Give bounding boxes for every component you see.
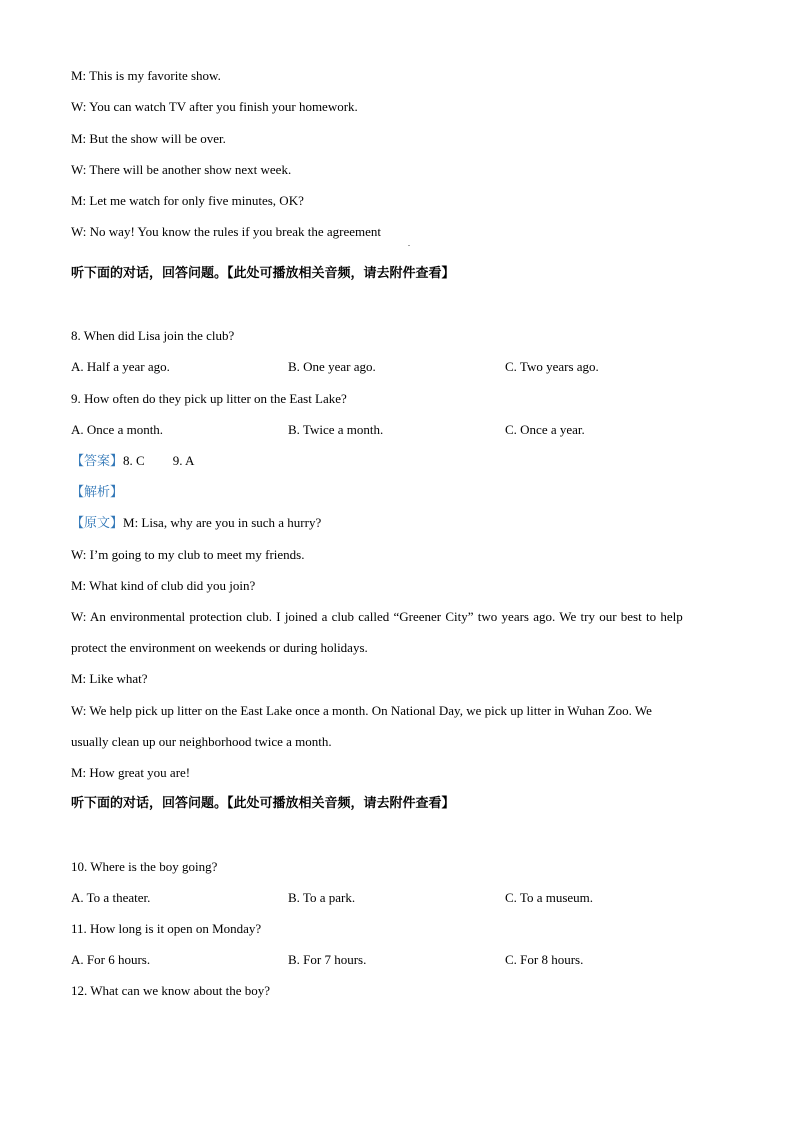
question-8: 8. When did Lisa join the club? [71, 328, 235, 343]
transcript-line: W: An environmental protection club. I joined a club called “Greener City” two years ago. We try our best to help [71, 609, 683, 624]
option-a: A. For 6 hours. [71, 952, 151, 967]
question-11-options [0, 951, 794, 969]
option-b: B. For 7 hours. [288, 952, 367, 967]
transcript-line: usually clean up our neighborhood twice a month. [71, 734, 332, 749]
dialogue-line: W: There will be another show next week. [71, 162, 292, 177]
trailing-mark: . [408, 239, 410, 248]
option-b: B. To a park. [288, 890, 356, 905]
transcript-line: M: Lisa, why are you in such a hurry? [123, 515, 322, 530]
option-a: A. Half a year ago. [71, 359, 170, 374]
original-tag: 【原文】 [71, 516, 124, 531]
listening-instruction: 听下面的对话，回答问题。【此处可播放相关音频，请去附件查看】 [71, 266, 455, 281]
option-c: C. Two years ago. [505, 359, 599, 374]
dialogue-line: M: Let me watch for only five minutes, OK? [71, 193, 304, 208]
dialogue-line: W: You can watch TV after you finish your homework. [71, 99, 358, 114]
transcript-line: M: Like what? [71, 671, 148, 686]
transcript-line: M: How great you are! [71, 765, 191, 780]
question-10-options [0, 889, 794, 907]
option-b: B. Twice a month. [288, 422, 384, 437]
dialogue-line: M: This is my favorite show. [71, 68, 221, 83]
option-c: C. Once a year. [505, 422, 585, 437]
question-9: 9. How often do they pick up litter on the East Lake? [71, 391, 347, 406]
question-10: 10. Where is the boy going? [71, 859, 218, 874]
original-line [71, 514, 321, 533]
answer-line [71, 452, 194, 471]
question-12: 12. What can we know about the boy? [71, 983, 271, 998]
dialogue-line: W: No way! You know the rules if you break the agreement [71, 224, 381, 239]
option-a: A. Once a month. [71, 422, 164, 437]
question-8-options [0, 358, 794, 376]
option-a: A. To a theater. [71, 890, 151, 905]
transcript-line: M: What kind of club did you join? [71, 578, 256, 593]
option-b: B. One year ago. [288, 359, 376, 374]
dialogue-line: M: But the show will be over. [71, 131, 226, 146]
transcript-line: W: We help pick up litter on the East Lake once a month. On National Day, we pick up litter in Wuhan Zoo. We [71, 703, 652, 718]
answer-8: 8. C [123, 453, 145, 468]
analysis-line [71, 483, 123, 502]
answer-tag: 【答案】 [71, 454, 124, 469]
question-9-options [0, 421, 794, 439]
transcript-line: W: I’m going to my club to meet my friends. [71, 547, 305, 562]
transcript-line: protect the environment on weekends or during holidays. [71, 640, 368, 655]
option-c: C. For 8 hours. [505, 952, 584, 967]
answer-9: 9. A [172, 453, 195, 468]
option-c: C. To a museum. [505, 890, 594, 905]
listening-instruction: 听下面的对话，回答问题。【此处可播放相关音频，请去附件查看】 [71, 796, 455, 811]
question-11: 11. How long is it open on Monday? [71, 921, 262, 936]
analysis-tag: 【解析】 [71, 485, 124, 500]
